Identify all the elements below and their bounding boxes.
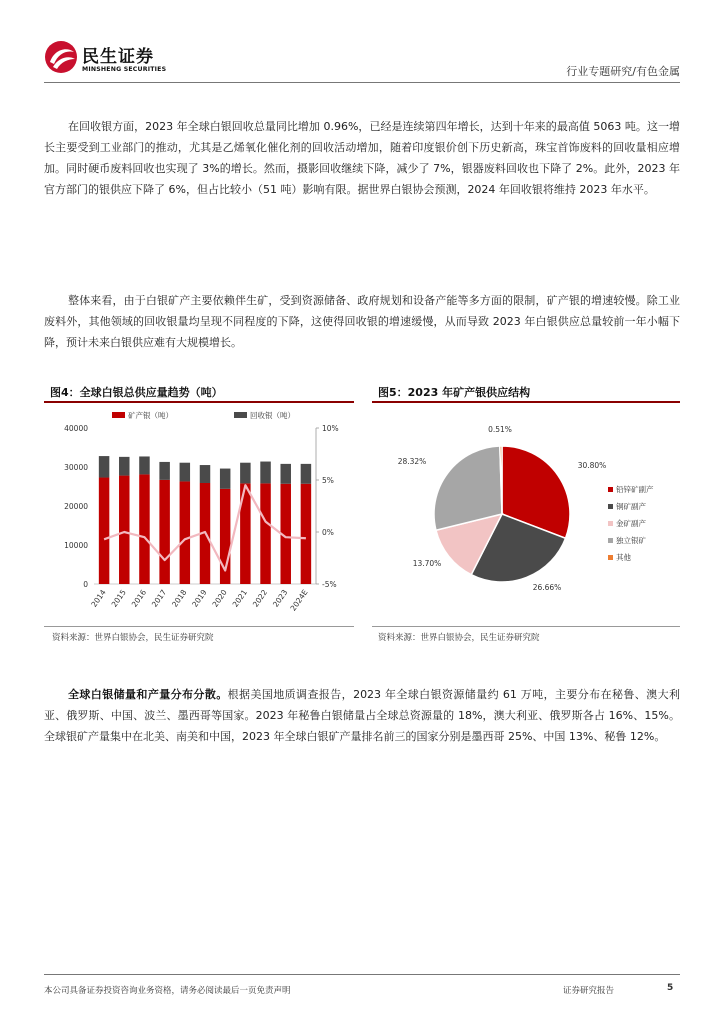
legend-label-1: 铜矿副产 bbox=[616, 502, 646, 511]
figure4-title: 图4：全球白银总供应量趋势（吨） bbox=[50, 386, 223, 399]
footer-disclaimer: 本公司具备证券投资咨询业务资格，请务必阅读最后一页免责声明 bbox=[44, 986, 291, 996]
bar-mine-2017 bbox=[159, 480, 169, 584]
y-tick-label: 30000 bbox=[64, 463, 88, 472]
bar-recycled-2016 bbox=[139, 456, 149, 474]
pie-label-1: 26.66% bbox=[532, 583, 562, 592]
figure5-title-rule bbox=[372, 401, 680, 403]
y-tick-label: 0 bbox=[83, 580, 88, 589]
x-tick-label-2019: 2019 bbox=[190, 587, 209, 609]
legend-label-2: 金矿副产 bbox=[616, 519, 646, 528]
legend-swatch-mine bbox=[112, 412, 125, 418]
pie-label-2: 13.70% bbox=[412, 559, 442, 568]
bar-recycled-2024E bbox=[301, 464, 311, 484]
figure5-source-rule bbox=[372, 626, 680, 627]
x-tick-label-2023: 2023 bbox=[271, 587, 290, 609]
bar-mine-2024E bbox=[301, 484, 311, 584]
bar-mine-2018 bbox=[180, 481, 190, 584]
legend-swatch-recycled bbox=[234, 412, 247, 418]
x-tick-label-2024E: 2024E bbox=[288, 587, 310, 613]
paragraph-recycled-silver: 在回收银方面，2023 年全球白银回收总量同比增加 0.96%，已经是连续第四年增长，达到十年来的最高值 5063 吨。这一增长主要受到工业部门的推动，尤其是乙烯氧化催化剂的回收活动增加，随着印度银价创下历史新高，珠宝首饰废料的回收量相应增加。同时硬币废料回收也实现了 3%的增长。然而，摄影回收继续下降，减少了 7%，银器废料回收也下降了 2%。此外，2023 年官方部门的银供应下降了 6%，但占比较小（51 吨）影响有限。据世界白银协会预测，2024 年回收银将维持 2023 年水平。 bbox=[44, 120, 680, 196]
legend-label-recycled: 回收银（吨） bbox=[250, 411, 295, 420]
logo-en-text: MINSHENG SECURITIES bbox=[82, 66, 167, 73]
footer-divider bbox=[44, 974, 680, 975]
supply-trend-chart bbox=[44, 404, 356, 624]
paragraph-reserves bbox=[44, 684, 680, 747]
legend-label-mine: 矿产银（吨） bbox=[128, 411, 173, 420]
bar-mine-2015 bbox=[119, 476, 129, 584]
paragraph-reserves-body: 根据美国地质调查报告，2023 年全球白银资源储量约 61 万吨，主要分布在秘鲁、澳大利亚、俄罗斯、中国、波兰、墨西哥等国家。2023 年秘鲁白银储量占全球总资源量的 18%，澳大利亚、俄罗斯各占 16%、15%。全球银矿产量集中在北美、南美和中国，2023 年全球白银矿产量排名前三的国家分别是墨西哥 25%、中国 13%、秘鲁 12%。 bbox=[44, 688, 681, 743]
paragraph-reserves-lead: 全球白银储量和产量分布分散。 bbox=[68, 688, 228, 701]
bar-recycled-2017 bbox=[159, 462, 169, 480]
x-tick-label-2014: 2014 bbox=[89, 587, 108, 609]
paragraph-overall-supply: 整体来看，由于白银矿产主要依赖伴生矿，受到资源储备、政府规划和设备产能等多方面的限制，矿产银的增速较慢。除工业废料外，其他领域的回收银量均呈现不同程度的下降，这使得回收银的增速缓慢，从而导致 2023 年白银供应总量较前一年小幅下降，预计未来白银供应难有大规模增长。 bbox=[44, 294, 680, 349]
minsheng-logo bbox=[44, 40, 179, 76]
legend-label-0: 铅锌矿副产 bbox=[616, 485, 654, 494]
legend-swatch-1 bbox=[608, 504, 613, 509]
header-divider bbox=[44, 82, 680, 83]
mine-supply-structure-chart bbox=[372, 404, 680, 624]
bar-mine-2022 bbox=[260, 483, 270, 584]
y2-tick-label: -5% bbox=[322, 580, 337, 589]
figure4-source: 资料来源：世界白银协会，民生证券研究院 bbox=[52, 633, 214, 643]
report-category: 行业专题研究/有色金属 bbox=[566, 65, 680, 78]
figure5-source: 资料来源：世界白银协会，民生证券研究院 bbox=[378, 633, 540, 643]
pie-label-0: 30.80% bbox=[577, 461, 607, 470]
bar-recycled-2019 bbox=[200, 465, 210, 483]
bar-mine-2014 bbox=[99, 478, 109, 584]
bar-recycled-2023 bbox=[280, 464, 290, 484]
x-tick-label-2016: 2016 bbox=[129, 587, 149, 609]
x-tick-label-2015: 2015 bbox=[109, 587, 128, 609]
x-tick-label-2018: 2018 bbox=[170, 587, 189, 609]
y-tick-label: 40000 bbox=[64, 424, 88, 433]
bar-recycled-2014 bbox=[99, 456, 109, 477]
y2-tick-label: 10% bbox=[322, 424, 339, 433]
y-tick-label: 10000 bbox=[64, 541, 88, 550]
page-number: 5 bbox=[667, 983, 674, 993]
bar-recycled-2022 bbox=[260, 462, 270, 484]
x-tick-label-2017: 2017 bbox=[149, 587, 169, 609]
bar-recycled-2020 bbox=[220, 469, 230, 489]
x-tick-label-2021: 2021 bbox=[230, 587, 250, 609]
legend-swatch-0 bbox=[608, 487, 613, 492]
x-tick-label-2022: 2022 bbox=[250, 587, 270, 609]
x-tick-label-2020: 2020 bbox=[210, 587, 229, 609]
pie-label-4: 0.51% bbox=[488, 425, 512, 434]
legend-swatch-3 bbox=[608, 538, 613, 543]
minsheng-logo-icon bbox=[44, 40, 78, 74]
legend-label-3: 独立银矿 bbox=[616, 536, 646, 545]
figure5-title: 图5：2023 年矿产银供应结构 bbox=[378, 386, 531, 399]
bar-recycled-2021 bbox=[240, 463, 250, 484]
legend-swatch-2 bbox=[608, 521, 613, 526]
page-header bbox=[0, 0, 724, 90]
y2-tick-label: 0% bbox=[322, 528, 334, 537]
y2-tick-label: 5% bbox=[322, 476, 334, 485]
bar-recycled-2018 bbox=[180, 463, 190, 482]
bar-mine-2016 bbox=[139, 474, 149, 584]
bar-recycled-2015 bbox=[119, 457, 129, 476]
legend-swatch-4 bbox=[608, 555, 613, 560]
footer-report-type: 证券研究报告 bbox=[563, 986, 615, 996]
y-tick-label: 20000 bbox=[64, 502, 88, 511]
logo-cn-text: 民生证券 bbox=[82, 47, 154, 67]
legend-label-4: 其他 bbox=[616, 553, 631, 562]
pie-label-3: 28.32% bbox=[397, 457, 427, 466]
figure4-title-rule bbox=[44, 401, 354, 403]
figure4-source-rule bbox=[44, 626, 354, 627]
